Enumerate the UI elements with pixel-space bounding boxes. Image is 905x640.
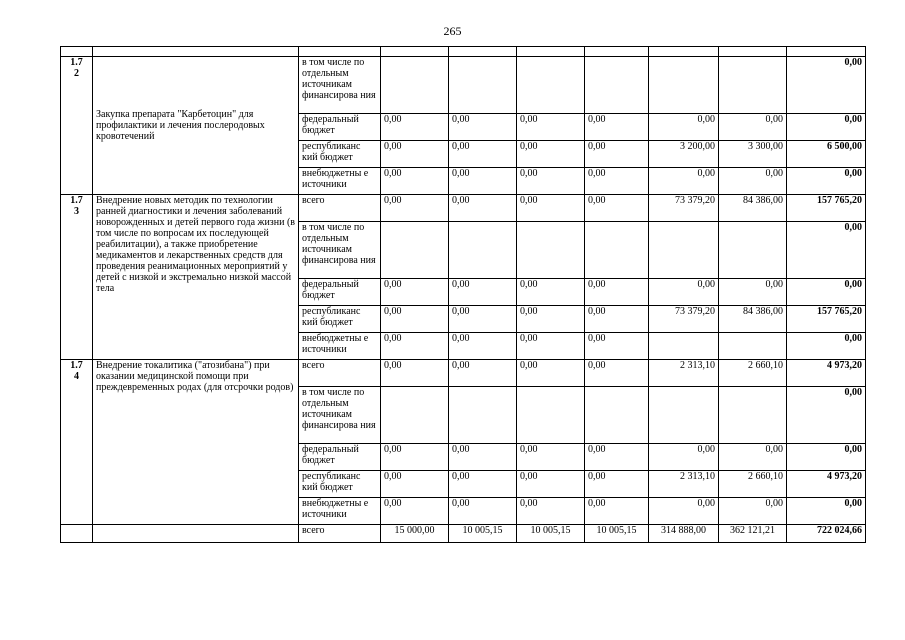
value-c4: 0,00 bbox=[585, 141, 649, 168]
value-c3: 0,00 bbox=[517, 306, 585, 333]
value-c2: 0,00 bbox=[449, 498, 517, 525]
value-c3 bbox=[517, 387, 585, 444]
value-c5: 0,00 bbox=[649, 444, 719, 471]
value-c4: 0,00 bbox=[585, 444, 649, 471]
value-c3 bbox=[517, 47, 585, 57]
value-c6: 84 386,00 bbox=[719, 195, 787, 222]
value-c5 bbox=[649, 222, 719, 279]
row-total: 157 765,20 bbox=[787, 306, 866, 333]
value-c3: 0,00 bbox=[517, 333, 585, 360]
source-label: в том числе по отдельным источникам финансирова ния bbox=[299, 387, 381, 444]
value-c4: 0,00 bbox=[585, 471, 649, 498]
value-c1: 0,00 bbox=[381, 168, 449, 195]
row-code bbox=[61, 47, 93, 57]
value-c3: 0,00 bbox=[517, 168, 585, 195]
source-label: в том числе по отдельным источникам финансирова ния bbox=[299, 57, 381, 114]
source-label: всего bbox=[299, 360, 381, 387]
value-c2: 0,00 bbox=[449, 306, 517, 333]
source-label: республиканс кий бюджет bbox=[299, 306, 381, 333]
value-c6 bbox=[719, 222, 787, 279]
row-name: Закупка препарата "Карбетоцин" для профилактики и лечения послеродовых кровотечений bbox=[93, 57, 299, 195]
value-c6: 2 660,10 bbox=[719, 360, 787, 387]
value-c1: 0,00 bbox=[381, 333, 449, 360]
row-total: 0,00 bbox=[787, 387, 866, 444]
value-c5: 0,00 bbox=[649, 498, 719, 525]
source-label bbox=[299, 47, 381, 57]
value-c3 bbox=[517, 222, 585, 279]
value-c5 bbox=[649, 47, 719, 57]
value-c2: 0,00 bbox=[449, 114, 517, 141]
value-c6 bbox=[719, 47, 787, 57]
value-c4: 0,00 bbox=[585, 168, 649, 195]
table-row bbox=[61, 47, 866, 57]
source-label: федеральный бюджет bbox=[299, 444, 381, 471]
value-c4 bbox=[585, 57, 649, 114]
budget-table bbox=[60, 46, 866, 543]
value-c5 bbox=[649, 333, 719, 360]
value-c3: 0,00 bbox=[517, 444, 585, 471]
value-c4: 0,00 bbox=[585, 333, 649, 360]
row-total bbox=[787, 47, 866, 57]
value-c4 bbox=[585, 222, 649, 279]
source-label: всего bbox=[299, 195, 381, 222]
grand-total-c6: 362 121,21 bbox=[719, 525, 787, 543]
row-total: 0,00 bbox=[787, 222, 866, 279]
value-c2: 0,00 bbox=[449, 471, 517, 498]
row-name bbox=[93, 47, 299, 57]
grand-total-c2: 10 005,15 bbox=[449, 525, 517, 543]
value-c1: 0,00 bbox=[381, 444, 449, 471]
grand-total-label: всего bbox=[299, 525, 381, 543]
table-row bbox=[61, 57, 866, 114]
grand-total-c1: 15 000,00 bbox=[381, 525, 449, 543]
value-c2: 0,00 bbox=[449, 444, 517, 471]
value-c5 bbox=[649, 387, 719, 444]
table-row bbox=[61, 195, 866, 222]
value-c6 bbox=[719, 57, 787, 114]
value-c4: 0,00 bbox=[585, 279, 649, 306]
value-c6: 84 386,00 bbox=[719, 306, 787, 333]
value-c5: 2 313,10 bbox=[649, 360, 719, 387]
value-c5: 2 313,10 bbox=[649, 471, 719, 498]
value-c1 bbox=[381, 222, 449, 279]
value-c3: 0,00 bbox=[517, 360, 585, 387]
value-c3: 0,00 bbox=[517, 498, 585, 525]
value-c5: 0,00 bbox=[649, 168, 719, 195]
row-code: 1.7 4 bbox=[61, 360, 93, 525]
value-c1: 0,00 bbox=[381, 141, 449, 168]
value-c6 bbox=[719, 333, 787, 360]
value-c3: 0,00 bbox=[517, 195, 585, 222]
budget-table-body bbox=[61, 47, 866, 543]
source-label: внебюджетны е источники bbox=[299, 333, 381, 360]
value-c2: 0,00 bbox=[449, 168, 517, 195]
row-total: 0,00 bbox=[787, 498, 866, 525]
value-c6: 0,00 bbox=[719, 444, 787, 471]
value-c4: 0,00 bbox=[585, 195, 649, 222]
value-c3 bbox=[517, 57, 585, 114]
value-c4: 0,00 bbox=[585, 306, 649, 333]
table-row bbox=[61, 360, 866, 387]
row-code: 1.7 2 bbox=[61, 57, 93, 195]
row-total: 0,00 bbox=[787, 279, 866, 306]
row-total: 0,00 bbox=[787, 57, 866, 114]
value-c4 bbox=[585, 47, 649, 57]
value-c5: 0,00 bbox=[649, 279, 719, 306]
value-c5: 3 200,00 bbox=[649, 141, 719, 168]
source-label: республиканс кий бюджет bbox=[299, 141, 381, 168]
value-c2: 0,00 bbox=[449, 195, 517, 222]
value-c1 bbox=[381, 47, 449, 57]
value-c2: 0,00 bbox=[449, 360, 517, 387]
row-total: 157 765,20 bbox=[787, 195, 866, 222]
source-label: федеральный бюджет bbox=[299, 279, 381, 306]
value-c3: 0,00 bbox=[517, 471, 585, 498]
row-total: 0,00 bbox=[787, 333, 866, 360]
row-name: Внедрение новых методик по технологии ранней диагностики и лечения заболеваний новорожденных и детей первого года жизни (в том числе по вопросам их последующей реабилитации), а также приобретение медикаментов и лекарственных средств для проведения реанимационных мероприятий у детей с низкой и экстремально низкой массой тела bbox=[93, 195, 299, 360]
value-c1: 0,00 bbox=[381, 195, 449, 222]
value-c6 bbox=[719, 387, 787, 444]
value-c1: 0,00 bbox=[381, 306, 449, 333]
value-c3: 0,00 bbox=[517, 279, 585, 306]
grand-total-sum: 722 024,66 bbox=[787, 525, 866, 543]
row-total: 0,00 bbox=[787, 114, 866, 141]
value-c5: 73 379,20 bbox=[649, 306, 719, 333]
value-c4: 0,00 bbox=[585, 498, 649, 525]
value-c4: 0,00 bbox=[585, 360, 649, 387]
value-c2 bbox=[449, 57, 517, 114]
value-c5: 73 379,20 bbox=[649, 195, 719, 222]
row-total: 4 973,20 bbox=[787, 360, 866, 387]
value-c6: 3 300,00 bbox=[719, 141, 787, 168]
grand-total-code bbox=[61, 525, 93, 543]
row-total: 6 500,00 bbox=[787, 141, 866, 168]
grand-total-name bbox=[93, 525, 299, 543]
value-c1: 0,00 bbox=[381, 360, 449, 387]
value-c1 bbox=[381, 387, 449, 444]
value-c4: 0,00 bbox=[585, 114, 649, 141]
value-c2: 0,00 bbox=[449, 279, 517, 306]
grand-total-c4: 10 005,15 bbox=[585, 525, 649, 543]
value-c1: 0,00 bbox=[381, 498, 449, 525]
source-label: федеральный бюджет bbox=[299, 114, 381, 141]
page-number: 265 bbox=[443, 24, 462, 38]
value-c2 bbox=[449, 387, 517, 444]
value-c1: 0,00 bbox=[381, 279, 449, 306]
grand-total-c5: 314 888,00 bbox=[649, 525, 719, 543]
row-total: 0,00 bbox=[787, 168, 866, 195]
value-c4 bbox=[585, 387, 649, 444]
row-code: 1.7 3 bbox=[61, 195, 93, 360]
grand-total-row bbox=[61, 525, 866, 543]
value-c1: 0,00 bbox=[381, 114, 449, 141]
value-c2 bbox=[449, 47, 517, 57]
value-c6: 0,00 bbox=[719, 279, 787, 306]
value-c6: 0,00 bbox=[719, 498, 787, 525]
row-total: 4 973,20 bbox=[787, 471, 866, 498]
value-c6: 0,00 bbox=[719, 114, 787, 141]
source-label: республиканс кий бюджет bbox=[299, 471, 381, 498]
value-c6: 0,00 bbox=[719, 168, 787, 195]
value-c5 bbox=[649, 57, 719, 114]
source-label: в том числе по отдельным источникам финансирова ния bbox=[299, 222, 381, 279]
grand-total-c3: 10 005,15 bbox=[517, 525, 585, 543]
row-total: 0,00 bbox=[787, 444, 866, 471]
value-c5: 0,00 bbox=[649, 114, 719, 141]
source-label: внебюджетны е источники bbox=[299, 498, 381, 525]
value-c1 bbox=[381, 57, 449, 114]
value-c2 bbox=[449, 222, 517, 279]
source-label: внебюджетны е источники bbox=[299, 168, 381, 195]
value-c3: 0,00 bbox=[517, 114, 585, 141]
value-c1: 0,00 bbox=[381, 471, 449, 498]
value-c2: 0,00 bbox=[449, 141, 517, 168]
row-name: Внедрение токалитика ("атозибана") при оказании медицинской помощи при преждевременных родах (для отсрочки родов) bbox=[93, 360, 299, 525]
value-c6: 2 660,10 bbox=[719, 471, 787, 498]
value-c3: 0,00 bbox=[517, 141, 585, 168]
value-c2: 0,00 bbox=[449, 333, 517, 360]
